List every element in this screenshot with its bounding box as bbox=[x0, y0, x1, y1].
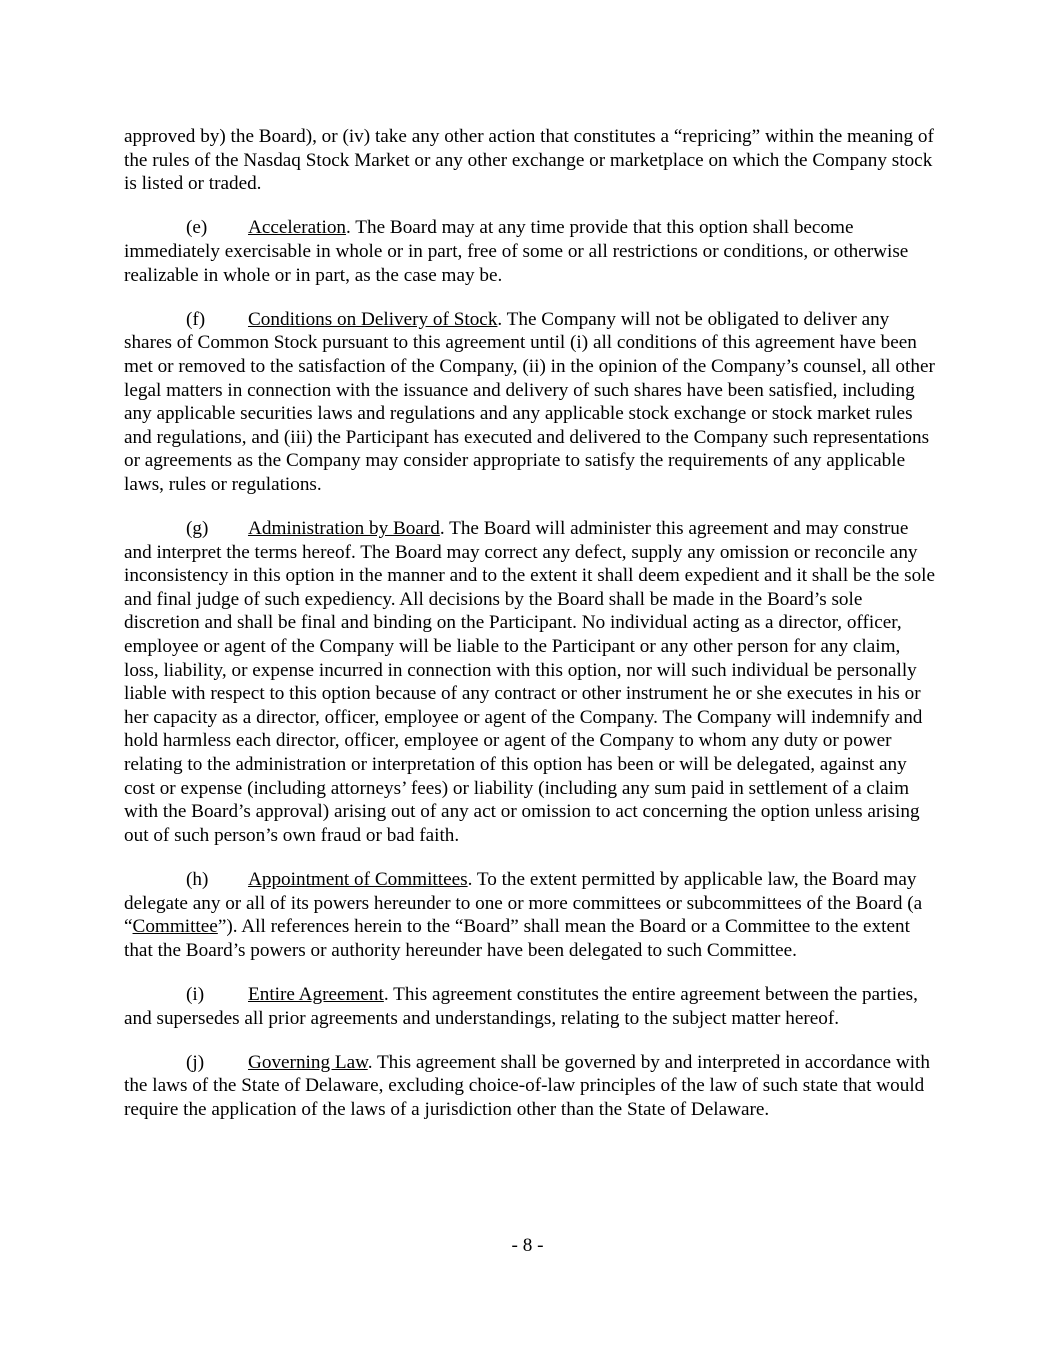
section-heading: Acceleration bbox=[248, 217, 347, 239]
section-h bbox=[124, 868, 936, 962]
page-number: - 8 - bbox=[511, 1235, 544, 1256]
section-e bbox=[124, 216, 936, 287]
section-number: (h) bbox=[186, 869, 209, 890]
document-page bbox=[124, 125, 936, 1122]
section-body: . The Board may at any time provide that this option shall become immediately exercisable in whole or in part, free of some or all restrictions or conditions, or otherwise realizable in whole or in part, as the case may be. bbox=[124, 217, 909, 286]
section-body: . The Board will administer this agreement and may construe and interpret the terms hereof. The Board may correct any defect, supply any omission or reconcile any inconsistency in this option in the manner and to the extent it shall deem expedient and it shall be the sole and final judge of such expediency. All decisions by the Board shall be made in the Board’s sole discretion and shall be final and binding on the Participant. No individual acting as a director, officer, employee or agent of the Company will be liable to the Participant or any other person for any claim, loss, liability, or expense incurred in connection with this option, nor will such individual be personally liable with respect to this option because of any contract or other instrument he or she executes in his or her capacity as a director, officer, employee or agent of the Company. The Company will indemnify and hold harmless each director, officer, employee or agent of the Company to whom any duty or power relating to the administration or interpretation of this option has been or will be delegated, against any cost or expense (including attorneys’ fees) or liability (including any sum paid in settlement of a claim with the Board’s approval) arising out of any act or omission to act concerning the option unless arising out of such person’s own fraud or bad faith. bbox=[124, 518, 936, 846]
section-heading: Appointment of Committees bbox=[248, 869, 468, 890]
section-body-continued: ”). All references herein to the “Board” shall mean the Board or a Committee to the extent that the Board’s powers or authority hereunder have been delegated to such Committee. bbox=[124, 916, 910, 961]
section-body: . This agreement constitutes the entire agreement between the parties, and supersedes all prior agreements and understandings, relating to the subject matter hereof. bbox=[124, 983, 918, 1029]
section-j bbox=[124, 1051, 936, 1122]
section-number: (j) bbox=[186, 1051, 205, 1073]
section-heading: Governing Law bbox=[248, 1051, 368, 1073]
section-number: (f) bbox=[186, 308, 206, 330]
section-body: . The Company will not be obligated to deliver any shares of Common Stock pursuant to this agreement until (i) all conditions of this agreement have been met or removed to the satisfaction of the Company, (ii) in the opinion of the Company’s counsel, all other legal matters in connection with the issuance and delivery of such shares have been satisfied, including any applicable securities laws and regulations and any applicable stock exchange or stock market rules and regulations, and (iii) the Participant has executed and delivered to the Company such representations or agreements as the Company may consider appropriate to satisfy the requirements of any applicable laws, rules or regulations. bbox=[124, 308, 935, 495]
section-body: . To the extent permitted by applicable law, the Board may delegate any or all of its powers hereunder to one or more committees or subcommittees of the Board (a “ bbox=[124, 869, 923, 938]
section-number: (e) bbox=[186, 217, 208, 239]
section-i bbox=[124, 983, 936, 1030]
section-heading: Conditions on Delivery of Stock bbox=[248, 308, 498, 330]
defined-term: Committee bbox=[132, 916, 218, 938]
section-body: . This agreement shall be governed by and interpreted in accordance with the laws of the State of Delaware, excluding choice-of-law principles of the law of such state that would require the application of the laws of a jurisdiction other than the State of Delaware. bbox=[124, 1051, 930, 1120]
intro-paragraph: approved by) the Board), or (iv) take any other action that constitutes a “repricing” within the meaning of the rules of the Nasdaq Stock Market or any other exchange or marketplace on which the Company stock is listed or traded. bbox=[124, 126, 934, 195]
section-heading: Entire Agreement bbox=[248, 983, 384, 1005]
section-g bbox=[124, 517, 936, 847]
section-number: (i) bbox=[186, 983, 205, 1005]
section-heading: Administration by Board bbox=[248, 518, 440, 540]
section-number: (g) bbox=[186, 518, 209, 540]
section-f bbox=[124, 308, 936, 497]
